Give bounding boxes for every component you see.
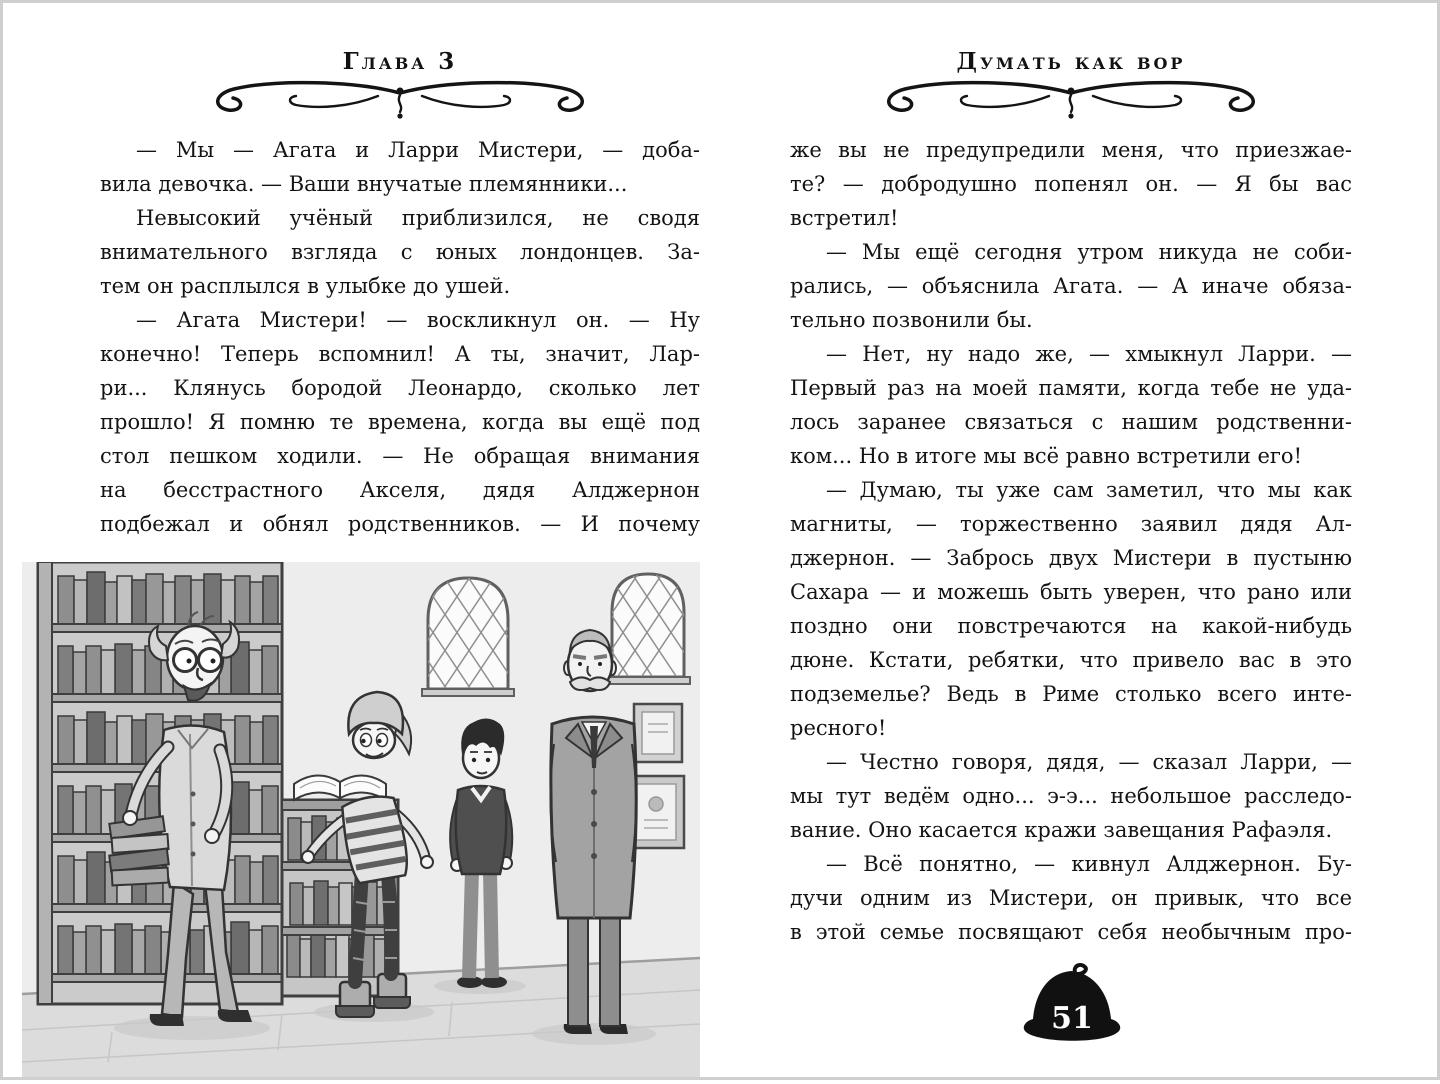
text-line: дюне. Кстати, ребятки, что привело вас в это bbox=[790, 648, 1352, 672]
text-line: стол пешком ходили. — Не обращая внимания bbox=[100, 444, 700, 468]
text-line: — Всё понятно, — кивнул Алджернон. Бу- bbox=[826, 852, 1352, 876]
text-line: магниты, — торжественно заявил дядя Ал- bbox=[790, 512, 1352, 536]
text-line: — Нет, ну надо же, — хмыкнул Ларри. — bbox=[826, 342, 1352, 366]
text-line: вание. Оно касается кражи завещания Рафаэля. bbox=[790, 818, 1333, 842]
text-line: подземелье? Ведь в Риме столько всего инте- bbox=[790, 682, 1352, 706]
text-line: тем он расплылся в улыбке до ушей. bbox=[100, 274, 511, 298]
text-line: Первый раз на моей памяти, когда тебе не уда- bbox=[790, 376, 1352, 400]
text-line: тельно позвонили бы. bbox=[790, 308, 1033, 332]
text-line: — Мы ещё сегодня утром никуда не соби- bbox=[826, 240, 1352, 264]
text-line: ком... Но в итоге мы всё равно встретили его! bbox=[790, 444, 1303, 468]
text-line: конечно! Теперь вспомнил! А ты, значит, Лар- bbox=[100, 342, 700, 366]
page-number-hat bbox=[1013, 961, 1129, 1061]
chapter-header: Глава 3 bbox=[342, 48, 458, 75]
text-line: — Агата Мистери! — воскликнул он. — Ну bbox=[136, 308, 700, 332]
text-line: — Думаю, ты уже сам заметил, что мы как bbox=[826, 478, 1352, 502]
right-page bbox=[790, 0, 1352, 1080]
right-page-text bbox=[790, 133, 1352, 949]
text-line: встретил! bbox=[790, 206, 899, 230]
text-line: ресного! bbox=[790, 716, 887, 740]
text-line: в этой семье посвящают себя необычным про- bbox=[790, 920, 1352, 944]
text-line: прошло! Я помню те времена, когда вы ещё под bbox=[100, 410, 700, 434]
divider-flourish-icon bbox=[200, 79, 600, 123]
library-illustration bbox=[22, 562, 700, 1080]
left-page-text bbox=[100, 133, 700, 541]
text-line: внимательного взгляда с юных лондонцев. За- bbox=[100, 240, 700, 264]
text-line: поздно они повстречаются на какой-нибудь bbox=[790, 614, 1352, 638]
text-line: джернон. — Забрось двух Мистери в пустыню bbox=[790, 546, 1352, 570]
text-line: вила девочка. — Ваши внучатые племянники... bbox=[100, 172, 628, 196]
text-line: мы тут ведём одно... э-э... небольшое расследо- bbox=[790, 784, 1352, 808]
text-line: подбежал и обнял родственников. — И почему bbox=[100, 512, 700, 536]
divider-flourish-icon bbox=[871, 79, 1271, 123]
text-line: — Мы — Агата и Ларри Мистери, — доба- bbox=[136, 138, 700, 162]
text-line: же вы не предупредили меня, что приезжае- bbox=[790, 138, 1352, 162]
text-line: Сахара — и можешь быть уверен, что рано или bbox=[790, 580, 1352, 604]
text-line: лось заранее связаться с нашим родственни- bbox=[790, 410, 1352, 434]
text-line: на бесстрастного Акселя, дядя Алджернон bbox=[100, 478, 700, 502]
page-number: 51 bbox=[1051, 1001, 1093, 1036]
text-line: те? — добродушно попенял он. — Я бы вас bbox=[790, 172, 1352, 196]
detective-hat-icon bbox=[1013, 961, 1129, 1057]
text-line: ри... Клянусь бородой Леонардо, сколько лет bbox=[100, 376, 700, 400]
chapter-title-header: Думать как вор bbox=[956, 48, 1186, 75]
text-line: дучи одним из Мистери, он привык, что все bbox=[790, 886, 1352, 910]
text-line: рались, — объяснила Агата. — А иначе обяза- bbox=[790, 274, 1352, 298]
text-line: — Честно говоря, дядя, — сказал Ларри, — bbox=[826, 750, 1352, 774]
text-line: Невысокий учёный приблизился, не сводя bbox=[136, 206, 700, 230]
